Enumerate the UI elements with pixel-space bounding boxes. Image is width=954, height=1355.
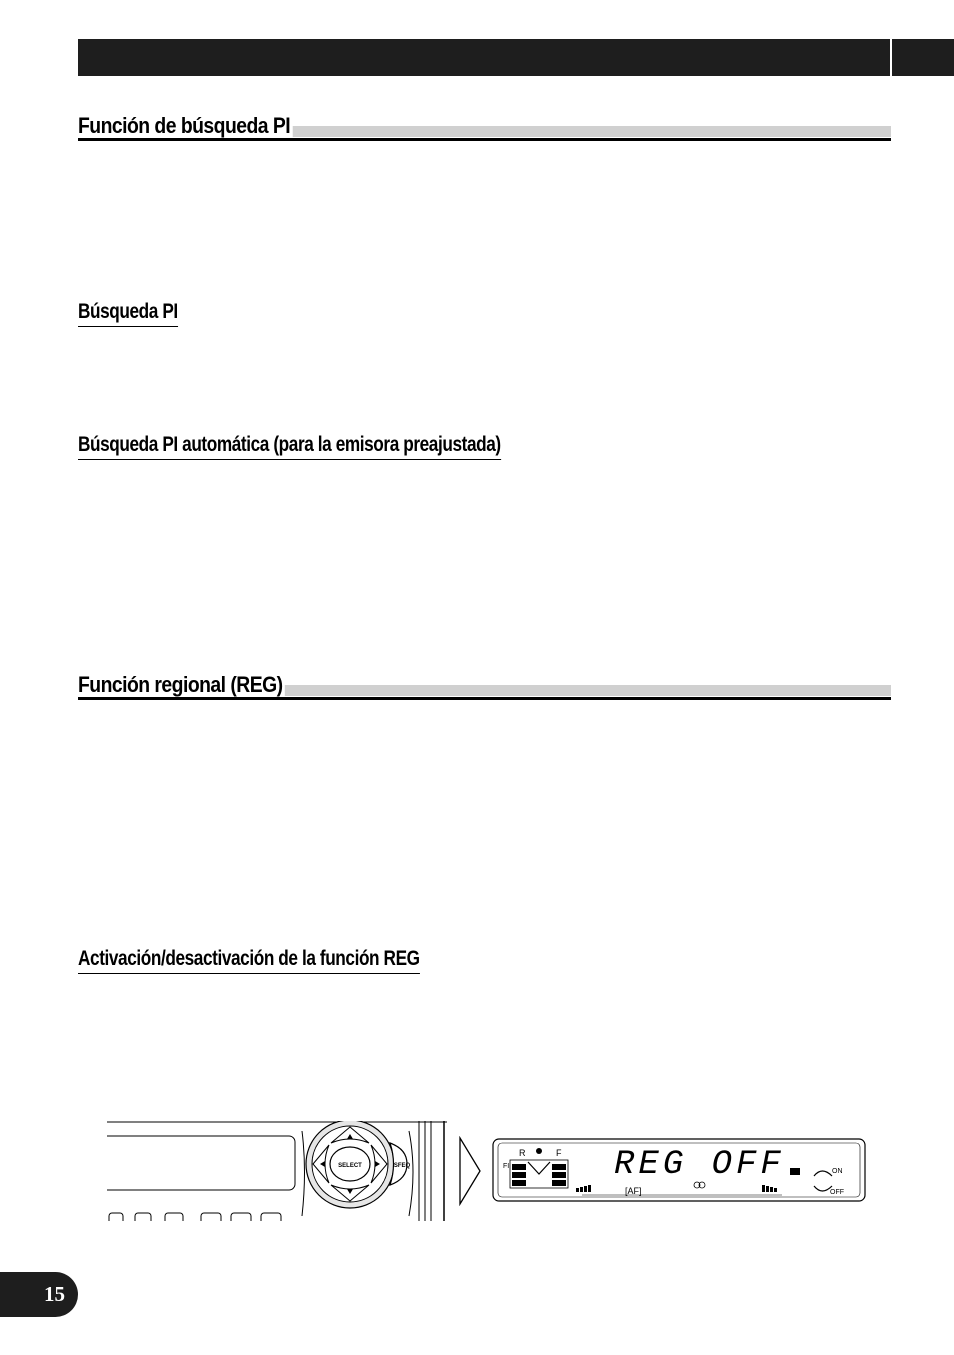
header-bar-tab [892,39,954,76]
section-title: Función regional (REG) [78,673,285,697]
indicator-fi: FI [503,1163,510,1170]
indicator-af: [AF] [625,1186,642,1196]
heading-rule [78,697,891,700]
arrow-right-icon [458,1136,482,1206]
subheading-pi-search: Búsqueda PI [78,300,178,327]
section-title: Función de búsqueda PI [78,114,293,138]
section-heading-regional [78,672,891,707]
select-button-label: SELECT [338,1163,362,1169]
mode-icon [790,1168,800,1175]
speaker-icon [536,1148,542,1154]
lcd-display [492,1138,866,1202]
indicator-f: F [556,1148,562,1158]
subheading-auto-pi-search: Búsqueda PI automática (para la emisora preajustada) [78,433,501,460]
indicator-off: OFF [830,1189,844,1196]
section-heading-pi-search [78,113,891,148]
header-bar [78,39,890,76]
sfeq-button-label: SFEQ [393,1163,411,1169]
page-number: 15 [0,1272,78,1317]
indicator-on: ON [832,1168,843,1175]
display-main-text: REG OFF [614,1146,785,1184]
heading-rule [78,138,891,141]
head-unit-illustration [107,1121,447,1221]
subheading-reg-toggle: Activación/desactivación de la función REG [78,947,420,974]
buttons-row [109,1213,281,1221]
indicator-r: R [519,1148,526,1158]
